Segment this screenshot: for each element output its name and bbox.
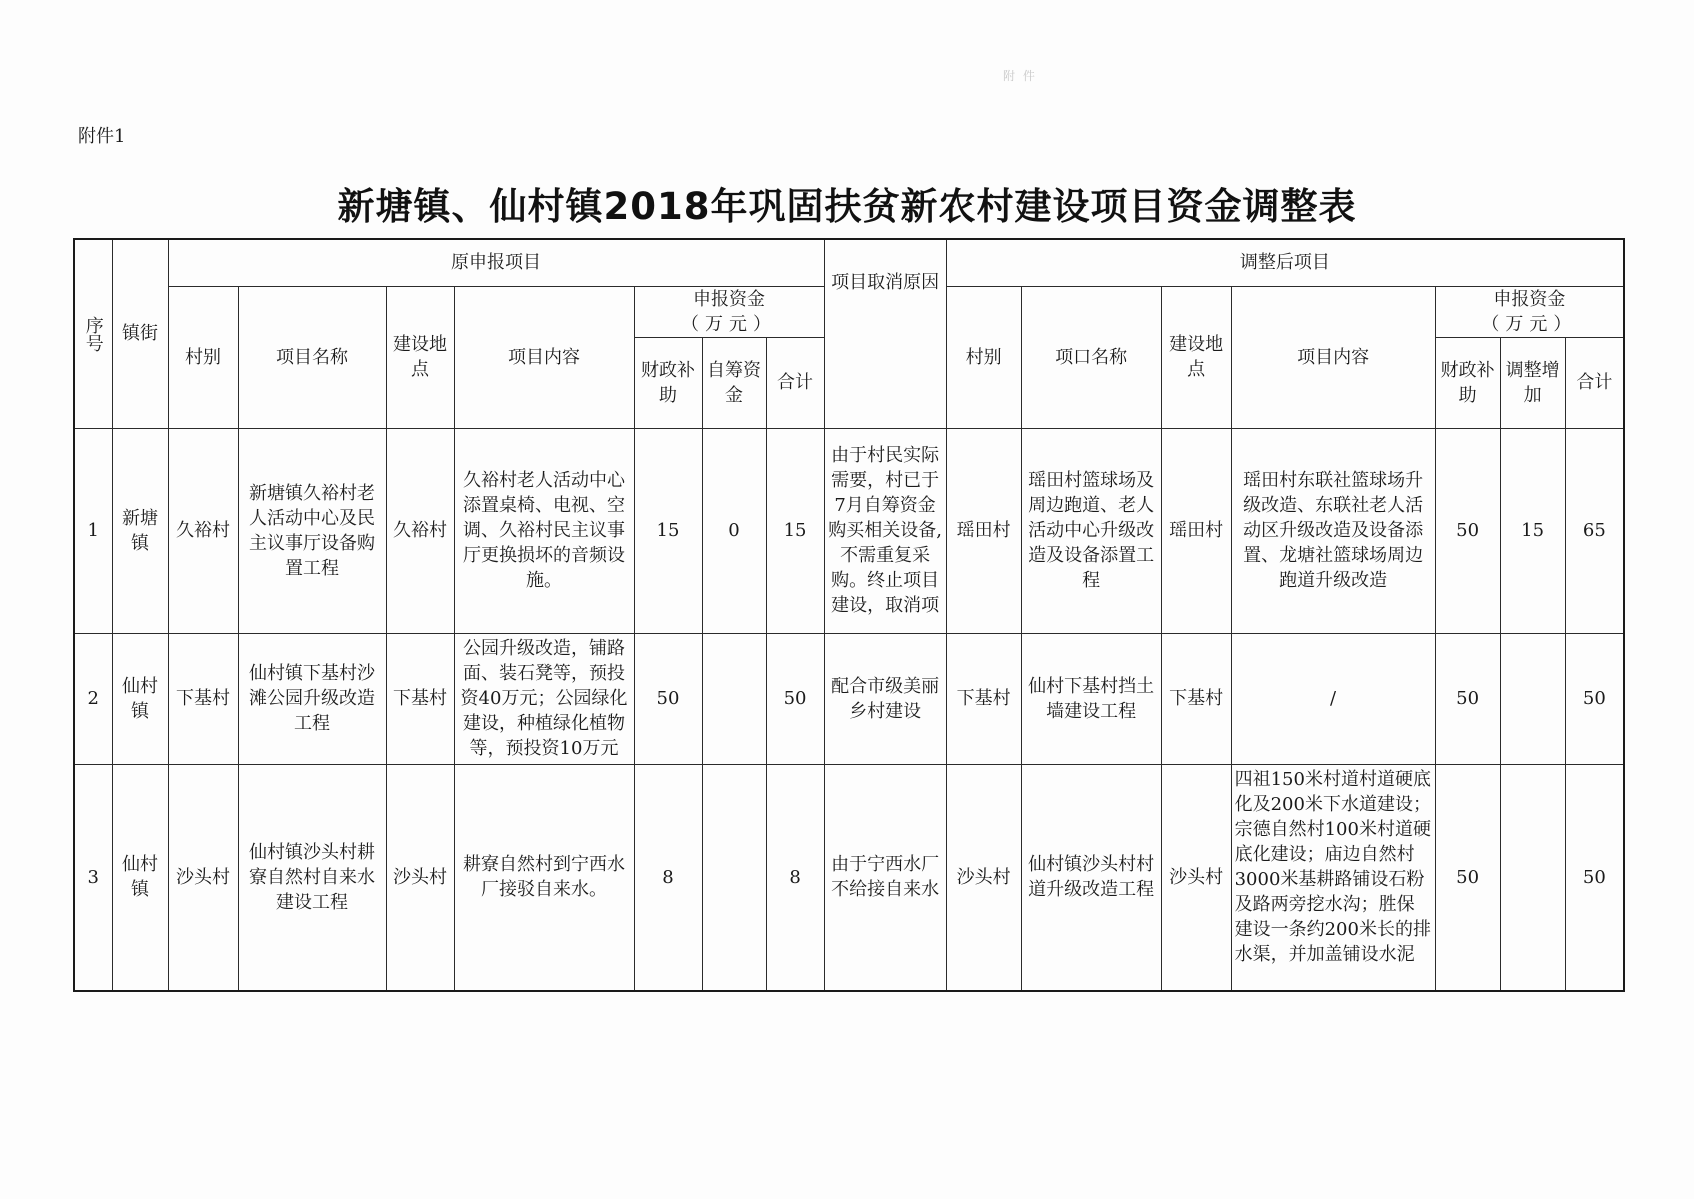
header-adj-content: 项目内容	[1231, 286, 1435, 428]
cell-town: 新塘镇	[112, 428, 168, 633]
header-orig-location: 建设地点	[386, 286, 454, 428]
orig-content-text: 公园升级改造，铺路面、装石凳等，预投资40万元；公园绿化建设，种植绿化植物等，预投资10万元	[460, 638, 628, 759]
cell-orig-self: 0	[702, 428, 766, 633]
orig-funds-unit: （万元）	[681, 313, 778, 335]
header-adj-funds	[1435, 286, 1624, 337]
faint-mark: 附 件	[1003, 69, 1037, 83]
cell-reason: 配合市级美丽乡村建设	[824, 633, 946, 764]
orig-funds-title: 申报资金	[693, 288, 766, 310]
cell-adj-name: 瑶田村篮球场及周边跑道、老人活动中心升级改造及设备添置工程	[1021, 428, 1161, 633]
cell-orig-fiscal: 8	[634, 764, 702, 991]
cell-orig-fiscal: 15	[634, 428, 702, 633]
cell-orig-total: 50	[766, 633, 824, 764]
cell-seq: 1	[74, 428, 112, 633]
header-orig-name: 项目名称	[238, 286, 386, 428]
header-orig-content: 项目内容	[454, 286, 634, 428]
cell-adj-location: 沙头村	[1161, 764, 1231, 991]
cell-adj-content	[1231, 764, 1435, 991]
cell-orig-village: 下基村	[168, 633, 238, 764]
cell-orig-total: 15	[766, 428, 824, 633]
attachment-label: 附件1	[78, 126, 126, 147]
cell-adj-village: 下基村	[946, 633, 1021, 764]
cell-orig-total: 8	[766, 764, 824, 991]
header-adj-location: 建设地点	[1161, 286, 1231, 428]
cell-adj-fiscal: 50	[1435, 633, 1500, 764]
header-adj-village: 村别	[946, 286, 1021, 428]
cell-orig-name: 新塘镇久裕村老人活动中心及民主议事厅设备购置工程	[238, 428, 386, 633]
cell-orig-village: 久裕村	[168, 428, 238, 633]
cell-adj-fiscal: 50	[1435, 428, 1500, 633]
cell-reason: 由于村民实际需要，村已于7月自筹资金购买相关设备,不需重复采购。终止项目建设，取消项	[824, 428, 946, 633]
cell-orig-self	[702, 633, 766, 764]
header-original-group: 原申报项目	[168, 239, 824, 286]
header-row-1	[74, 239, 1624, 286]
page-title: 新塘镇、仙村镇2018年巩固扶贫新农村建设项目资金调整表	[337, 185, 1357, 228]
cell-orig-content: 耕寮自然村到宁西水厂接驳自来水。	[454, 764, 634, 991]
cell-orig-content: 久裕村老人活动中心添置桌椅、电视、空调、久裕村民主议事厅更换损坏的音频设施。	[454, 428, 634, 633]
cell-adj-name: 仙村镇沙头村村道升级改造工程	[1021, 764, 1161, 991]
adj-content-text: 四祖150米村道村道硬底化及200米下水道建设；宗德自然村100米村道硬底化建设；庙边自然村3000米基耕路铺设石粉及路两旁挖水沟；胜保建设一条约200米长的排水渠，并加盖铺设水泥	[1234, 768, 1431, 965]
cell-adj-increase	[1500, 633, 1565, 764]
cell-orig-location: 久裕村	[386, 428, 454, 633]
table-row	[74, 633, 1624, 764]
adj-funds-unit: （万元）	[1481, 313, 1578, 335]
cell-reason: 由于宁西水厂不给接自来水	[824, 764, 946, 991]
cell-adj-content: 瑶田村东联社篮球场升级改造、东联社老人活动区升级改造及设备添置、龙塘社篮球场周边跑道升级改造	[1231, 428, 1435, 633]
cell-orig-name: 仙村镇沙头村耕寮自然村自来水建设工程	[238, 764, 386, 991]
cell-orig-fiscal: 50	[634, 633, 702, 764]
cell-adj-fiscal: 50	[1435, 764, 1500, 991]
cell-orig-location: 沙头村	[386, 764, 454, 991]
cell-adj-location: 下基村	[1161, 633, 1231, 764]
header-adjusted-group: 调整后项目	[946, 239, 1624, 286]
header-orig-fiscal: 财政补助	[634, 337, 702, 428]
header-orig-self: 自筹资金	[702, 337, 766, 428]
cell-town: 仙村镇	[112, 633, 168, 764]
cell-adj-total: 50	[1565, 633, 1624, 764]
table-row	[74, 764, 1624, 991]
cell-adj-village: 瑶田村	[946, 428, 1021, 633]
header-seq: 序号	[74, 239, 112, 428]
header-cancel-reason: 项目取消原因	[824, 239, 946, 428]
cell-adj-village: 沙头村	[946, 764, 1021, 991]
header-adj-fiscal: 财政补助	[1435, 337, 1500, 428]
cell-orig-self	[702, 764, 766, 991]
header-adj-increase: 调整增加	[1500, 337, 1565, 428]
adj-funds-title: 申报资金	[1493, 288, 1566, 310]
header-town: 镇街	[112, 239, 168, 428]
header-adj-name: 项口名称	[1021, 286, 1161, 428]
fund-adjustment-table	[73, 238, 1625, 992]
cell-adj-location: 瑶田村	[1161, 428, 1231, 633]
cell-orig-content	[454, 633, 634, 764]
cell-town: 仙村镇	[112, 764, 168, 991]
cell-orig-name: 仙村镇下基村沙滩公园升级改造工程	[238, 633, 386, 764]
cell-adj-total: 50	[1565, 764, 1624, 991]
cell-adj-increase	[1500, 764, 1565, 991]
cell-seq: 3	[74, 764, 112, 991]
cell-adj-name: 仙村下基村挡土墙建设工程	[1021, 633, 1161, 764]
cell-orig-village: 沙头村	[168, 764, 238, 991]
header-orig-village: 村别	[168, 286, 238, 428]
cell-adj-content: /	[1231, 633, 1435, 764]
cell-adj-total: 65	[1565, 428, 1624, 633]
cell-seq: 2	[74, 633, 112, 764]
header-orig-funds	[634, 286, 824, 337]
header-adj-total: 合计	[1565, 337, 1624, 428]
cell-adj-increase: 15	[1500, 428, 1565, 633]
table-row	[74, 428, 1624, 633]
cell-orig-location: 下基村	[386, 633, 454, 764]
header-orig-total: 合计	[766, 337, 824, 428]
